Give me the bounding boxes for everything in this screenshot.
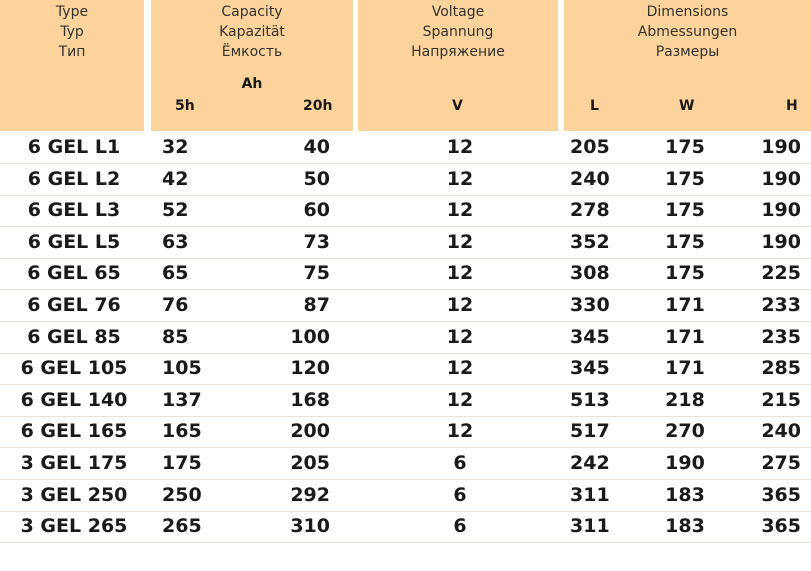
table-row <box>0 132 811 164</box>
cell-type: 6 GEL L2 <box>27 167 121 190</box>
table-row <box>0 227 811 259</box>
cell-type: 6 GEL 65 <box>27 262 121 285</box>
cell-height: 215 <box>761 388 801 411</box>
header-voltage-en: Voltage <box>431 4 485 20</box>
header-capacity <box>151 0 353 131</box>
table-row <box>0 416 811 448</box>
cell-capacity-20h: 73 <box>303 230 330 253</box>
cell-voltage: 12 <box>446 388 474 411</box>
table-row <box>0 258 811 290</box>
header-capacity-en: Capacity <box>221 4 283 20</box>
header-type-de: Typ <box>60 24 84 40</box>
table-row <box>0 511 811 543</box>
cell-height: 190 <box>761 167 801 190</box>
header-type <box>0 0 144 131</box>
header-dimensions <box>564 0 811 131</box>
header-dimensions-h: H <box>786 98 798 114</box>
cell-capacity-5h: 165 <box>162 420 202 443</box>
cell-length: 345 <box>570 357 610 380</box>
cell-voltage: 6 <box>453 515 467 538</box>
cell-voltage: 12 <box>446 262 474 285</box>
table-row <box>0 290 811 322</box>
cell-height: 275 <box>761 452 801 474</box>
cell-type: 6 GEL 85 <box>27 325 121 348</box>
cell-length: 308 <box>570 262 610 285</box>
cell-height: 285 <box>761 357 801 380</box>
cell-width: 171 <box>665 357 705 380</box>
cell-length: 240 <box>570 167 610 190</box>
cell-capacity-20h: 50 <box>303 167 330 190</box>
cell-type: 6 GEL L1 <box>27 136 121 158</box>
header-dimensions-ru: Размеры <box>655 44 720 60</box>
cell-length: 311 <box>570 515 610 538</box>
header-capacity-de: Kapazität <box>219 24 285 40</box>
cell-capacity-5h: 137 <box>162 388 202 411</box>
cell-capacity-5h: 63 <box>162 230 189 253</box>
cell-height: 365 <box>761 483 801 506</box>
cell-capacity-20h: 310 <box>290 515 330 538</box>
header-capacity-5h: 5h <box>175 98 195 114</box>
cell-length: 311 <box>570 483 610 506</box>
cell-capacity-20h: 75 <box>303 262 330 285</box>
cell-type: 6 GEL 105 <box>20 357 128 380</box>
table-row <box>0 385 811 417</box>
cell-voltage: 12 <box>446 167 474 190</box>
cell-voltage: 6 <box>453 483 467 506</box>
cell-width: 190 <box>665 452 705 474</box>
table-row <box>0 164 811 196</box>
header-capacity-unit: Ah <box>241 76 263 92</box>
cell-length: 517 <box>570 420 610 443</box>
cell-capacity-5h: 265 <box>162 515 202 538</box>
cell-voltage: 12 <box>446 325 474 348</box>
cell-capacity-5h: 52 <box>162 199 189 222</box>
header-type-ru: Тип <box>58 44 86 60</box>
cell-voltage: 12 <box>446 136 474 158</box>
header-dimensions-en: Dimensions <box>646 4 729 20</box>
cell-width: 218 <box>665 388 705 411</box>
cell-height: 190 <box>761 199 801 222</box>
cell-capacity-5h: 105 <box>162 357 202 380</box>
cell-type: 6 GEL 76 <box>27 294 121 316</box>
header-type-en: Type <box>55 4 89 20</box>
table-row <box>0 322 811 354</box>
cell-width: 171 <box>665 294 705 316</box>
cell-type: 3 GEL 175 <box>20 452 128 474</box>
cell-width: 175 <box>665 262 705 285</box>
cell-capacity-20h: 100 <box>290 325 330 348</box>
cell-width: 175 <box>665 167 705 190</box>
cell-height: 190 <box>761 136 801 158</box>
cell-voltage: 12 <box>446 199 474 222</box>
cell-height: 365 <box>761 515 801 538</box>
cell-length: 278 <box>570 199 610 222</box>
header-voltage <box>358 0 558 131</box>
cell-capacity-20h: 205 <box>290 452 330 474</box>
table-row <box>0 353 811 385</box>
cell-height: 225 <box>761 262 801 285</box>
cell-type: 6 GEL L5 <box>27 230 121 253</box>
cell-voltage: 12 <box>446 230 474 253</box>
cell-type: 3 GEL 265 <box>20 515 128 538</box>
header-dimensions-l: L <box>590 98 599 114</box>
cell-length: 330 <box>570 294 610 316</box>
table-row <box>0 448 811 480</box>
cell-voltage: 12 <box>446 357 474 380</box>
cell-capacity-5h: 76 <box>162 294 189 316</box>
table-row <box>0 195 811 227</box>
cell-length: 205 <box>570 136 610 158</box>
cell-type: 6 GEL 140 <box>20 388 128 411</box>
cell-length: 352 <box>570 230 610 253</box>
cell-capacity-20h: 87 <box>303 294 330 316</box>
cell-voltage: 12 <box>446 294 474 316</box>
cell-capacity-5h: 250 <box>162 483 202 506</box>
cell-height: 233 <box>761 294 801 316</box>
cell-capacity-5h: 175 <box>162 452 202 474</box>
cell-voltage: 12 <box>446 420 474 443</box>
cell-capacity-20h: 60 <box>303 199 330 222</box>
cell-capacity-20h: 168 <box>290 388 330 411</box>
cell-height: 235 <box>761 325 801 348</box>
cell-width: 175 <box>665 136 705 158</box>
header-voltage-unit: V <box>452 98 463 114</box>
cell-width: 171 <box>665 325 705 348</box>
cell-height: 190 <box>761 230 801 253</box>
header-voltage-ru: Напряжение <box>411 44 505 60</box>
cell-type: 6 GEL 165 <box>20 420 128 443</box>
cell-capacity-20h: 120 <box>290 357 330 380</box>
cell-capacity-20h: 292 <box>290 483 330 506</box>
cell-width: 183 <box>665 483 705 506</box>
cell-length: 345 <box>570 325 610 348</box>
cell-capacity-5h: 85 <box>162 325 189 348</box>
table-row <box>0 480 811 512</box>
cell-height: 240 <box>761 420 801 443</box>
cell-length: 242 <box>570 452 610 474</box>
cell-capacity-5h: 65 <box>162 262 189 285</box>
cell-voltage: 6 <box>453 452 467 474</box>
cell-capacity-5h: 32 <box>162 136 189 158</box>
cell-length: 513 <box>570 388 610 411</box>
header-dimensions-w: W <box>679 98 695 114</box>
cell-capacity-20h: 200 <box>290 420 330 443</box>
cell-capacity-5h: 42 <box>162 167 189 190</box>
header-voltage-de: Spannung <box>422 24 494 40</box>
cell-type: 3 GEL 250 <box>20 483 128 506</box>
cell-width: 183 <box>665 515 705 538</box>
header-capacity-ru: Ёмкость <box>221 44 283 60</box>
header-capacity-20h: 20h <box>303 98 333 114</box>
cell-type: 6 GEL L3 <box>27 199 121 222</box>
header-dimensions-de: Abmessungen <box>637 24 738 40</box>
cell-width: 270 <box>665 420 705 443</box>
cell-capacity-20h: 40 <box>303 136 330 158</box>
cell-width: 175 <box>665 230 705 253</box>
cell-width: 175 <box>665 199 705 222</box>
